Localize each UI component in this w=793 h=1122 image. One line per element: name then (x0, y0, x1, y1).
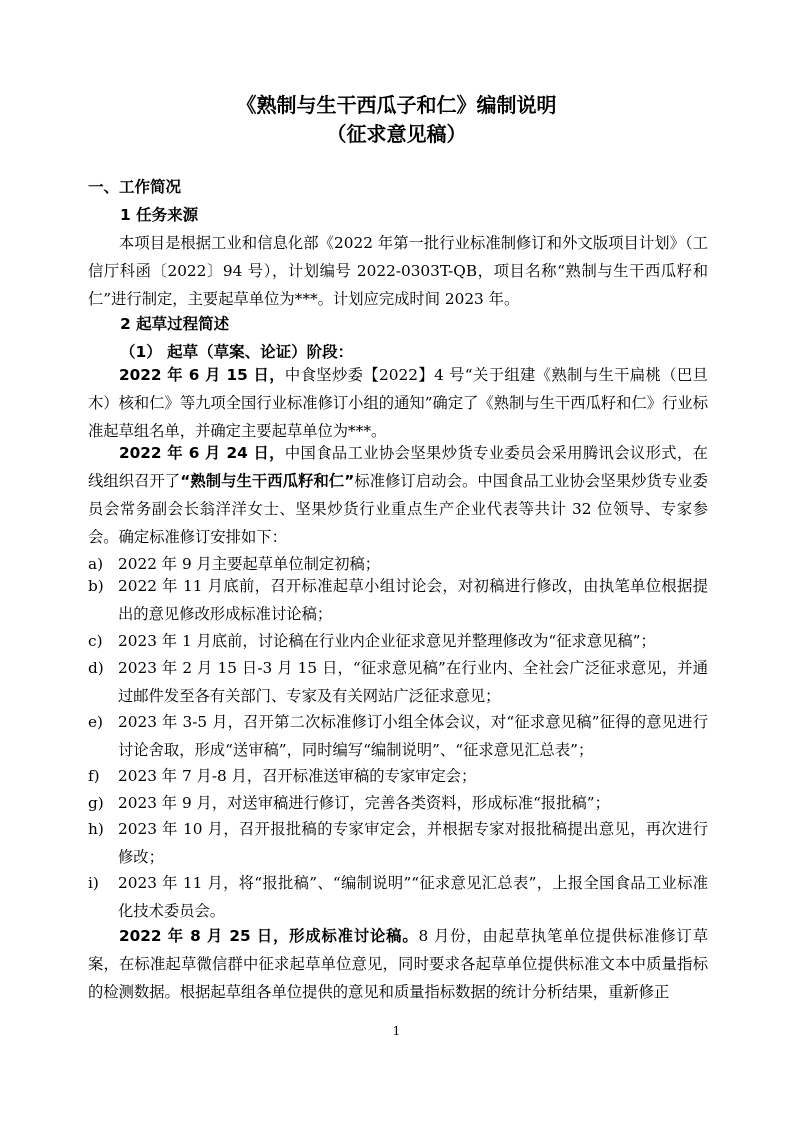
list-item-text: 2023 年 2 月 15 日-3 月 15 日，“征求意见稿”在行业内、全社会广泛征求意见，并通过邮件发至各有关部门、专家及有关网站广泛征求意见； (118, 659, 708, 705)
schedule-item-g (88, 789, 708, 817)
text-aug25: 8 月份，由起草执笔单位提供标准修订草案，在标准起草微信群中征求起草单位意见，同时要求各起草单位提供标准文本中质量指标的检测数据。根据起草组各单位提供的意见和质量指标数据的统计分析结果，重新修正 (88, 927, 708, 1001)
list-marker: d) (88, 659, 104, 677)
list-marker: i) (88, 874, 99, 892)
paragraph-jun24 (88, 439, 708, 551)
list-marker: a) (88, 555, 104, 573)
section-heading-work-overview: 一、工作简况 (88, 178, 182, 196)
date-jun24: 2022 年 6 月 24 日， (119, 444, 285, 462)
list-marker: e) (88, 713, 104, 731)
list-item-text: 2022 年 9 月主要起草单位制定初稿； (118, 555, 381, 573)
schedule-item-b (88, 572, 708, 628)
list-item-text: 2023 年 3-5 月，召开第二次标准修订小组全体会议，对“征求意见稿”征得的意见进行讨论舍取，形成“送审稿”，同时编写“编制说明”、“征求意见汇总表”； (118, 713, 708, 759)
schedule-item-d (88, 654, 708, 710)
stage-heading-drafting: （1） 起草（草案、论证）阶段： (120, 343, 354, 361)
list-marker: h) (88, 820, 104, 838)
list-marker: f) (88, 767, 100, 785)
standard-name-bold: “熟制与生干西瓜籽和仁” (180, 472, 355, 490)
list-item-text: 2022 年 11 月底前，召开标准起草小组讨论会，对初稿进行修改，由执笔单位根据提出的意见修改形成标准讨论稿； (118, 577, 708, 623)
date-aug25: 2022 年 8 月 25 日，形成标准讨论稿。 (119, 927, 419, 945)
subsection-heading-drafting-process: 2 起草过程简述 (120, 315, 230, 333)
schedule-item-f (88, 762, 708, 790)
text-jun24-part1: 中国食品工业协会坚果炒货专业委员会采用腾讯会议形式，在线组织召开了 (88, 444, 708, 490)
list-item-text: 2023 年 1 月底前，讨论稿在行业内企业征求意见并整理修改为“征求意见稿”； (118, 632, 656, 650)
paragraph-jun15 (88, 361, 708, 445)
page-number: 1 (392, 1024, 401, 1038)
date-jun15: 2022 年 6 月 15 日， (119, 366, 285, 384)
paragraph-task-source: 本项目是根据工业和信息化部《2022 年第一批行业标准制修订和外文版项目计划》（工信厅科函〔2022〕94 号），计划编号 2022-0303T-QB，项目名称“熟制与生干西瓜籽和仁”进行制定，主要起草单位为***。计划应完成时间 2023 年。 (88, 234, 708, 308)
subsection-heading-task-source: 1 任务来源 (120, 206, 199, 224)
text-jun24-part2: 标准修订启动会。中国食品工业协会坚果炒货专业委员会常务副会长翁洋洋女士、坚果炒货行业重点生产企业代表等共计 32 位领导、专家参会。确定标准修订安排如下： (88, 472, 708, 546)
schedule-item-i (88, 869, 708, 925)
document-subtitle: （征求意见稿） (326, 122, 467, 146)
document-title: 《熟制与生干西瓜子和仁》编制说明 (236, 93, 557, 117)
list-marker: g) (88, 794, 104, 812)
schedule-item-e (88, 708, 708, 764)
list-item-text: 2023 年 9 月，对送审稿进行修订，完善各类资料，形成标准“报批稿”； (118, 794, 610, 812)
list-item-text: 2023 年 11 月，将“报批稿”、“编制说明”“征求意见汇总表”，上报全国食品工业标准化技术委员会。 (118, 874, 708, 920)
list-marker: c) (88, 632, 103, 650)
schedule-item-c (88, 627, 708, 655)
list-item-text: 2023 年 7 月-8 月，召开标准送审稿的专家审定会； (118, 767, 477, 785)
paragraph-aug25 (88, 922, 708, 1006)
text-jun15: 中食坚炒委【2022】4 号“关于组建《熟制与生干扁桃（巴旦木）核和仁》等九项全国行业标准修订小组的通知”确定了《熟制与生干西瓜籽和仁》行业标准起草组名单，并确定主要起草单位为***。 (88, 366, 708, 440)
list-item-text: 2023 年 10 月，召开报批稿的专家审定会，并根据专家对报批稿提出意见，再次进行修改； (118, 820, 708, 866)
schedule-item-h (88, 815, 708, 871)
list-marker: b) (88, 577, 104, 595)
